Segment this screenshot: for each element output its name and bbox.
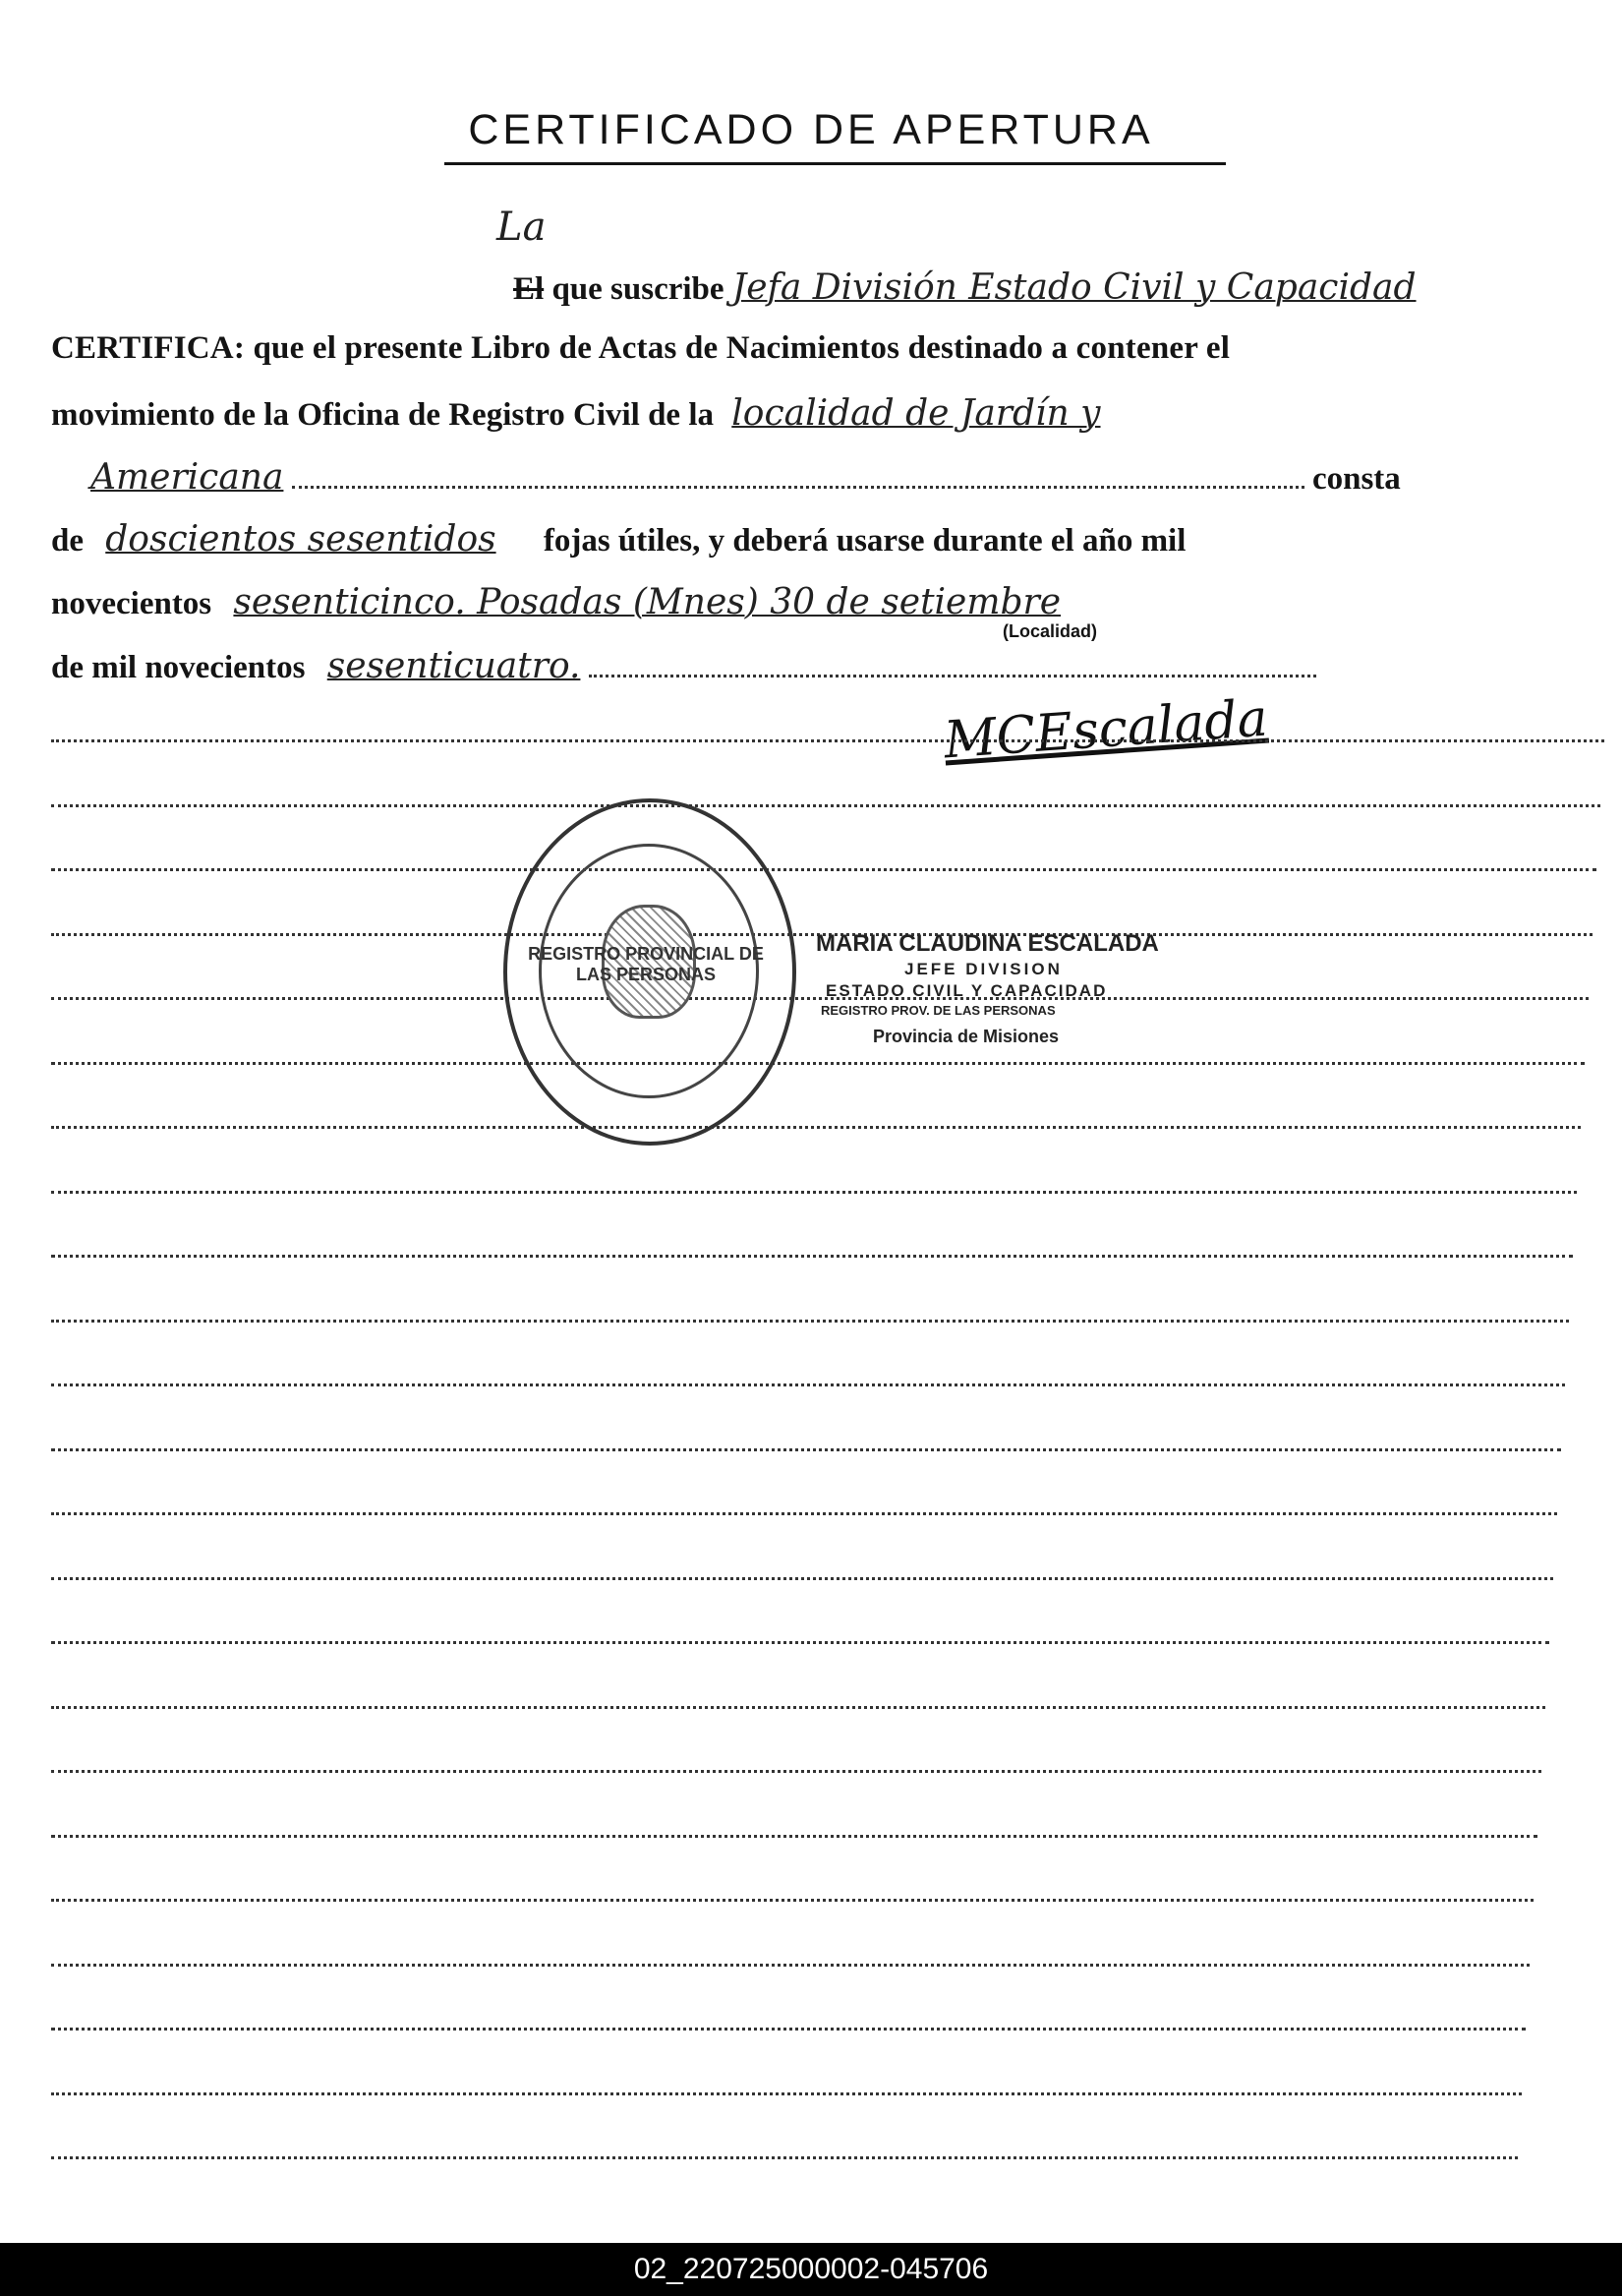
blank-writing-line	[51, 804, 1600, 807]
struck-prefix: El	[513, 271, 545, 307]
blank-writing-line	[51, 739, 1604, 742]
line6-handwritten: sesenticinco. Posadas (Mnes) 30 de setiembre	[233, 582, 1062, 622]
blank-writing-line	[51, 1448, 1561, 1451]
blank-writing-line	[51, 1770, 1541, 1773]
body-line-4	[51, 456, 1597, 498]
title-underline	[444, 162, 1226, 165]
blank-writing-line	[51, 997, 1589, 1000]
body-line-1	[51, 267, 1597, 308]
body-line-7	[51, 645, 1597, 686]
blank-writing-line	[51, 1255, 1573, 1258]
blank-writing-line	[51, 1512, 1557, 1515]
line7-handwritten: sesenticuatro.	[326, 646, 581, 686]
blank-writing-line	[51, 1383, 1565, 1386]
line4-fill	[292, 456, 1304, 489]
document-id-bar: 02_220725000002-045706	[0, 2243, 1622, 2296]
handwritten-prefix: La	[496, 205, 547, 250]
line4-end: consta	[1311, 461, 1401, 497]
line6-start: novecientos	[51, 586, 212, 621]
line5-end: fojas útiles, y deberá usarse durante el año mil	[543, 523, 1187, 559]
localidad-label: (Localidad)	[1003, 621, 1098, 641]
signature: MCEscalada	[942, 688, 1270, 771]
line1-handwritten: Jefa División Estado Civil y Capacidad	[731, 267, 1417, 308]
body-line-6	[51, 582, 1597, 622]
line7-fill	[589, 645, 1316, 677]
blank-writing-line	[51, 1191, 1577, 1194]
blank-writing-line	[51, 2092, 1522, 2095]
blank-writing-line	[51, 2156, 1518, 2159]
stamp-line-2: JEFE DIVISION	[904, 960, 1063, 978]
blank-writing-line	[51, 868, 1596, 871]
blank-writing-line	[51, 1899, 1534, 1902]
line1-text: que suscribe	[551, 271, 724, 307]
stamp-name: MARIA CLAUDINA ESCALADA	[816, 930, 1159, 957]
blank-writing-line	[51, 1577, 1553, 1580]
blank-writing-line	[51, 1964, 1530, 1967]
blank-writing-line	[51, 1062, 1585, 1065]
line3-text: movimiento de la Oficina de Registro Civil de la	[51, 397, 715, 433]
blank-writing-line	[51, 2028, 1526, 2031]
blank-writing-line	[51, 1126, 1581, 1129]
line5-handwritten: doscientos sesentidos	[105, 519, 496, 559]
line7-start: de mil novecientos	[51, 650, 306, 685]
blank-writing-line	[51, 1641, 1549, 1644]
stamp-line-5: Provincia de Misiones	[873, 1027, 1060, 1046]
document-title: CERTIFICADO DE APERTURA	[468, 106, 1154, 153]
blank-writing-line	[51, 1320, 1569, 1323]
stamp-line-3: ESTADO CIVIL Y CAPACIDAD	[826, 981, 1108, 1000]
body-line-5	[51, 519, 1597, 559]
blank-writing-line	[51, 1706, 1545, 1709]
seal-text: REGISTRO PROVINCIAL DE LAS PERSONAS	[528, 944, 764, 984]
line5-start: de	[51, 523, 84, 559]
body-line-3	[51, 393, 1597, 434]
blank-writing-line	[51, 1835, 1537, 1838]
line4-handwritten: Americana	[90, 457, 284, 498]
body-line-2: CERTIFICA: que el presente Libro de Actas de Nacimientos destinado a contener el	[51, 330, 1231, 366]
stamp-line-4: REGISTRO PROV. DE LAS PERSONAS	[821, 1003, 1056, 1018]
line3-handwritten: localidad de Jardín y	[731, 393, 1101, 434]
